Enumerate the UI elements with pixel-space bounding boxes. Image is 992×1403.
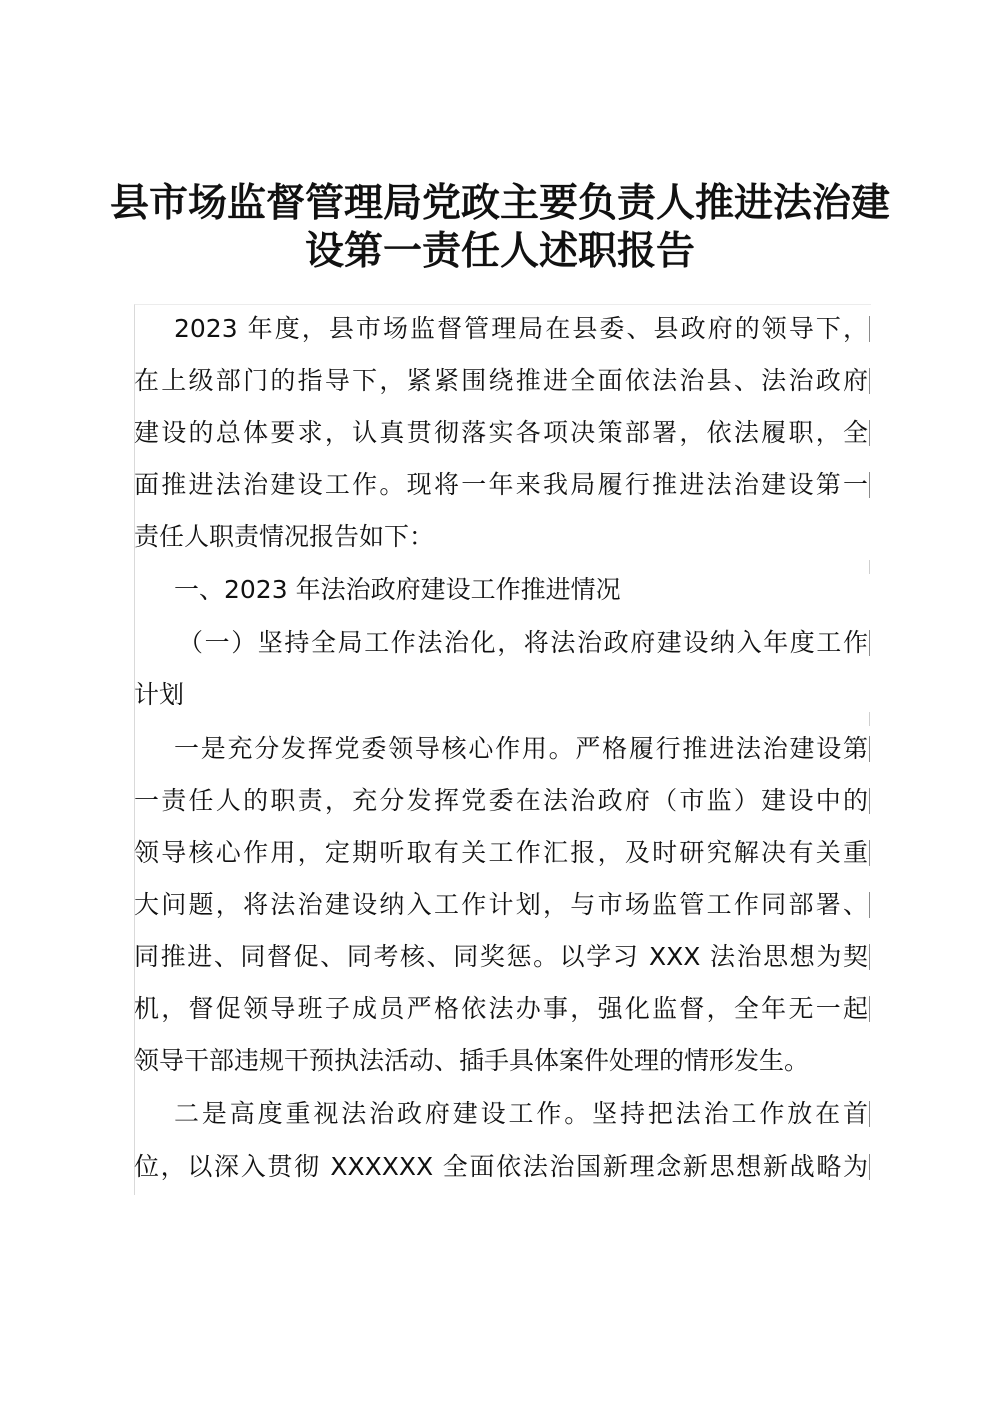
intro-line-1: 2023 年度，县市场监督管理局在县委、县政府的领导下， <box>174 314 868 343</box>
line-end-mark <box>869 368 870 394</box>
point1-line-3: 领导核心作用，定期听取有关工作汇报，及时研究解决有关重 <box>134 838 868 867</box>
intro-line-4: 面推进法治建设工作。现将一年来我局履行推进法治建设第一 <box>134 470 868 499</box>
line-end-mark <box>869 788 870 814</box>
line-end-mark <box>869 420 870 446</box>
point1-line-1: 一是充分发挥党委领导核心作用。严格履行推进法治建设第 <box>174 734 868 763</box>
line-end-mark <box>869 944 870 970</box>
line-end-mark <box>869 560 870 574</box>
line-end-mark <box>869 1154 870 1180</box>
line-end-mark <box>869 712 870 726</box>
line-end-mark <box>869 996 870 1022</box>
line-end-mark <box>869 1101 870 1127</box>
point1-line-4: 大问题，将法治建设纳入工作计划，与市场监管工作同部署、 <box>134 890 868 919</box>
intro-line-3: 建设的总体要求，认真贯彻落实各项决策部署，依法履职，全 <box>134 418 868 447</box>
line-end-mark <box>869 472 870 498</box>
point1-line-2: 一责任人的职责，充分发挥党委在法治政府（市监）建设中的 <box>134 786 868 815</box>
section-heading-1: 一、2023 年法治政府建设工作推进情况 <box>174 575 621 604</box>
point2-line-1: 二是高度重视法治政府建设工作。坚持把法治工作放在首 <box>174 1099 868 1128</box>
point1-line-7: 领导干部违规干预执法活动、插手具体案件处理的情形发生。 <box>134 1046 810 1075</box>
line-end-mark <box>869 316 870 342</box>
line-end-mark <box>869 736 870 762</box>
subsection-heading-1-line-1: （一）坚持全局工作法治化，将法治政府建设纳入年度工作 <box>178 628 868 657</box>
point1-line-6: 机，督促领导班子成员严格依法办事，强化监督，全年无一起 <box>134 994 868 1023</box>
subsection-heading-1-line-2: 计划 <box>134 680 185 709</box>
intro-line-5: 责任人职责情况报告如下： <box>134 522 435 551</box>
point2-line-2: 位，以深入贯彻 XXXXXX 全面依法治国新理念新思想新战略为 <box>134 1152 868 1181</box>
document-title-line-2: 设第一责任人述职报告 <box>304 229 695 274</box>
line-end-mark <box>869 840 870 866</box>
document-title-line-1: 县市场监督管理局党政主要负责人推进法治建 <box>109 181 890 226</box>
point1-line-5: 同推进、同督促、同考核、同奖惩。以学习 XXX 法治思想为契 <box>134 942 868 971</box>
intro-line-2: 在上级部门的指导下，紧紧围绕推进全面依法治县、法治政府 <box>134 366 868 395</box>
line-end-mark <box>869 892 870 918</box>
line-end-mark <box>869 630 870 656</box>
